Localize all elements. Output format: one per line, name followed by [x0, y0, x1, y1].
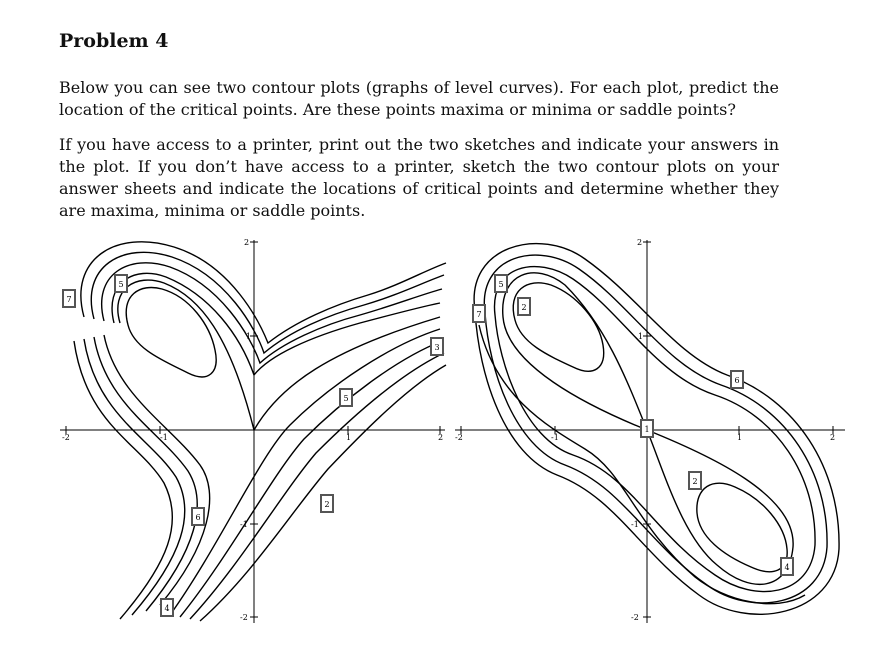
svg-text:7: 7 — [476, 310, 482, 319]
contour-line — [102, 263, 442, 363]
svg-text:2: 2 — [324, 500, 330, 509]
x-tick-label: -1 — [160, 433, 168, 442]
svg-text:4: 4 — [784, 563, 790, 572]
y-tick-label: -1 — [631, 520, 639, 529]
contour-line — [180, 341, 442, 617]
y-tick-label: -1 — [240, 520, 248, 529]
x-tick-label: -2 — [455, 433, 463, 442]
contour-label — [518, 298, 530, 315]
contour-label — [340, 389, 352, 406]
svg-text:2: 2 — [521, 303, 527, 312]
x-tick-label: 1 — [346, 433, 352, 442]
left-contour-plot — [60, 225, 460, 625]
y-tick-label: 1 — [246, 332, 252, 341]
contour-line — [94, 337, 197, 611]
y-tick-label: -2 — [240, 613, 248, 622]
contour-label — [161, 599, 173, 616]
svg-text:5: 5 — [343, 394, 349, 403]
problem-title: Problem 4 — [59, 30, 169, 52]
y-tick-label: -2 — [631, 613, 639, 622]
contour-label — [115, 275, 127, 292]
svg-text:2: 2 — [692, 477, 698, 486]
contour-label — [431, 338, 443, 355]
y-tick-label: 1 — [638, 332, 644, 341]
contour-label — [641, 420, 653, 437]
y-tick-label: 2 — [637, 238, 643, 247]
x-tick-label: -2 — [62, 433, 70, 442]
contour-line — [126, 288, 216, 377]
svg-text:5: 5 — [498, 280, 504, 289]
svg-text:6: 6 — [734, 376, 740, 385]
svg-text:1: 1 — [644, 425, 650, 434]
contour-label — [473, 305, 485, 322]
contour-line — [513, 283, 603, 371]
contour-line — [84, 339, 185, 615]
x-tick-label: 1 — [737, 433, 743, 442]
problem-paragraph-1: Below you can see two contour plots (graphs of level curves). For each plot, predict the location of the critical points. Are these points maxima or minima or saddle points? — [59, 78, 779, 119]
x-tick-label: 2 — [438, 433, 444, 442]
svg-text:6: 6 — [195, 513, 201, 522]
contour-line — [494, 267, 815, 592]
contour-label — [689, 472, 701, 489]
x-tick-label: -1 — [551, 433, 559, 442]
y-tick-label: 2 — [244, 238, 250, 247]
contour-label — [495, 275, 507, 292]
problem-paragraph-2: If you have access to a printer, print out the two sketches and indicate your answers in the plot. If you don’t have access to a printer, sketch the two contour plots on your answer sheets and indicate the locations of critical points and determine whether they are maxima, minima or saddle points. — [59, 135, 779, 220]
contour-line — [91, 252, 444, 353]
svg-text:7: 7 — [66, 295, 72, 304]
svg-text:5: 5 — [118, 280, 124, 289]
right-contour-plot — [455, 225, 855, 625]
contour-line — [479, 325, 805, 604]
svg-text:4: 4 — [164, 604, 170, 613]
contour-label — [192, 508, 204, 525]
contour-label — [781, 558, 793, 575]
contour-line — [74, 341, 172, 619]
svg-text:3: 3 — [434, 343, 440, 352]
x-tick-label: 2 — [830, 433, 836, 442]
contour-label — [731, 371, 743, 388]
contour-label — [321, 495, 333, 512]
contour-line — [170, 329, 440, 615]
contour-line — [484, 255, 827, 603]
contour-label — [63, 290, 75, 307]
contour-line — [200, 365, 446, 621]
